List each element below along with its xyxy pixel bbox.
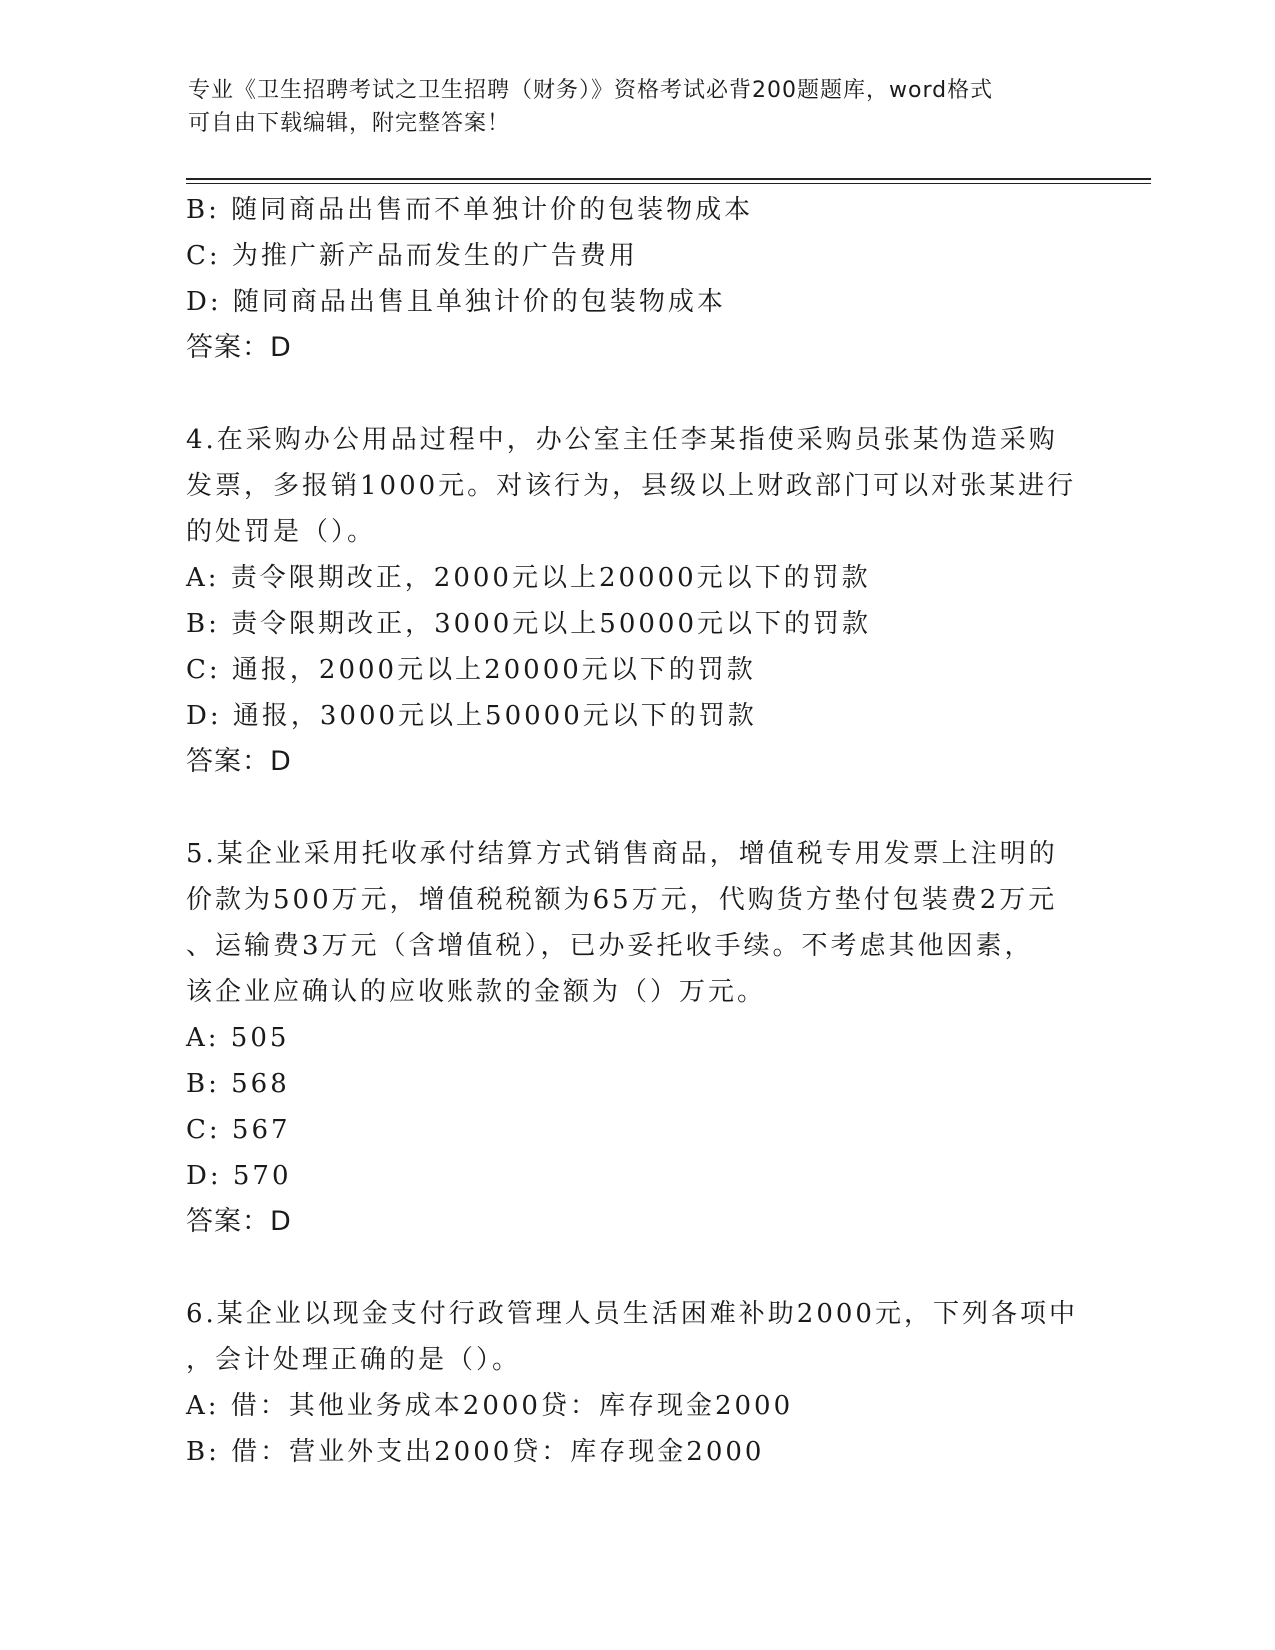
question-stem-line: ，会计处理正确的是（）。: [186, 1345, 522, 1375]
option-b: B: 责令限期改正，3000元以上50000元以下的罚款: [186, 609, 872, 639]
question-list: [186, 187, 1086, 1475]
spacer: [186, 785, 1086, 831]
option-a: A: 责令限期改正，2000元以上20000元以下的罚款: [186, 563, 871, 593]
option-c: C: 通报，2000元以上20000元以下的罚款: [186, 655, 756, 685]
spacer: [186, 371, 1086, 417]
question-stem-line: 5.某企业采用托收承付结算方式销售商品，增值税专用发票上注明的: [186, 839, 1058, 869]
header-title-line-2: 可自由下载编辑，附完整答案！: [188, 111, 511, 136]
question-6: [186, 1291, 1086, 1475]
question-3-tail: [186, 187, 1086, 371]
document-header: [188, 74, 1068, 140]
option-a: A: 借：其他业务成本2000贷：库存现金2000: [186, 1391, 794, 1421]
option-d: D: 通报，3000元以上50000元以下的罚款: [186, 701, 757, 731]
question-stem-line: 该企业应确认的应收账款的金额为（）万元。: [186, 977, 767, 1007]
question-stem-line: 价款为500万元，增值税税额为65万元，代购货方垫付包装费2万元: [186, 885, 1058, 915]
option-c: C: 567: [186, 1115, 291, 1145]
answer-line: 答案：D: [186, 746, 292, 777]
question-stem-line: 6.某企业以现金支付行政管理人员生活困难补助2000元，下列各项中: [186, 1299, 1078, 1329]
header-divider-thin: [186, 183, 1151, 184]
question-5: [186, 831, 1086, 1245]
option-c: C: 为推广新产品而发生的广告费用: [186, 241, 638, 271]
option-b: B: 568: [186, 1069, 290, 1099]
header-divider-thick: [186, 178, 1151, 180]
question-4: [186, 417, 1086, 785]
option-b: B: 借：营业外支出2000贷：库存现金2000: [186, 1437, 765, 1467]
answer-line: 答案：D: [186, 332, 292, 363]
question-stem-line: 、运输费3万元（含增值税），已办妥托收手续。不考虑其他因素，: [186, 931, 1034, 961]
option-b: B: 随同商品出售而不单独计价的包装物成本: [186, 195, 754, 225]
question-stem-line: 的处罚是（）。: [186, 517, 377, 547]
header-title-line-1: 专业《卫生招聘考试之卫生招聘（财务）》资格考试必背200题题库，word格式: [188, 78, 994, 103]
option-a: A: 505: [186, 1023, 290, 1053]
spacer: [186, 1245, 1086, 1291]
question-stem-line: 4.在采购办公用品过程中，办公室主任李某指使采购员张某伪造采购: [186, 425, 1058, 455]
question-stem-line: 发票，多报销1000元。对该行为，县级以上财政部门可以对张某进行: [186, 471, 1077, 501]
option-d: D: 570: [186, 1161, 292, 1191]
answer-line: 答案：D: [186, 1206, 292, 1237]
option-d: D: 随同商品出售且单独计价的包装物成本: [186, 287, 726, 317]
